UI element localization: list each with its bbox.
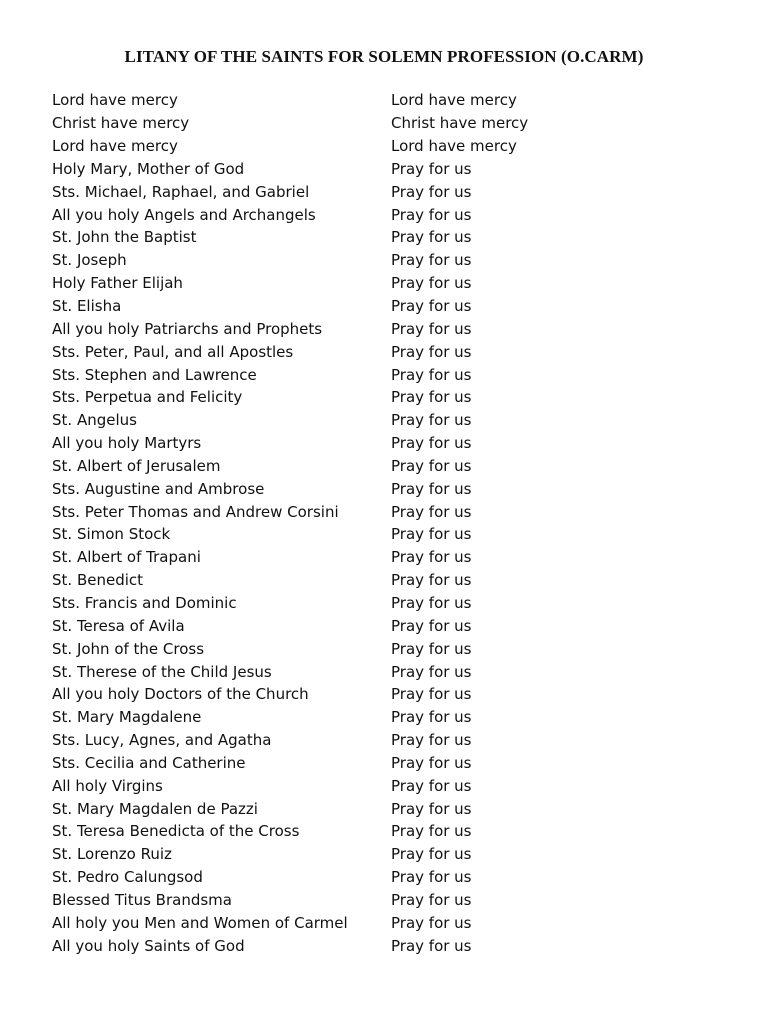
litany-row [52, 455, 752, 478]
litany-row [52, 729, 752, 752]
invocation-text: St. Mary Magdalene [52, 708, 202, 727]
response-text: Pray for us [391, 868, 472, 887]
response-text: Pray for us [391, 936, 472, 955]
invocation-text: St. Elisha [52, 297, 122, 316]
invocation-text: St. John the Baptist [52, 228, 197, 247]
litany-row [52, 797, 752, 820]
response-text: Pray for us [391, 342, 472, 361]
invocation-text: Christ have mercy [52, 114, 190, 133]
response-text: Pray for us [391, 434, 472, 453]
litany-row [52, 363, 752, 386]
litany-row [52, 866, 752, 889]
response-text: Pray for us [391, 571, 472, 590]
litany-row [52, 934, 752, 957]
invocation-text: Sts. Michael, Raphael, and Gabriel [52, 182, 310, 201]
invocation-text: Lord have mercy [52, 137, 178, 156]
response-text: Pray for us [391, 456, 472, 475]
response-text: Lord have mercy [391, 91, 517, 110]
response-text: Pray for us [391, 319, 472, 338]
invocation-text: St. Lorenzo Ruiz [52, 845, 172, 864]
litany-row [52, 135, 752, 158]
invocation-text: St. Albert of Jerusalem [52, 456, 221, 475]
invocation-text: St. Teresa Benedicta of the Cross [52, 822, 300, 841]
invocation-text: St. Simon Stock [52, 525, 171, 544]
response-text: Pray for us [391, 662, 472, 681]
litany-row [52, 820, 752, 843]
invocation-text: St. Therese of the Child Jesus [52, 662, 272, 681]
invocation-text: Sts. Stephen and Lawrence [52, 365, 257, 384]
litany-row [52, 660, 752, 683]
document-title: LITANY OF THE SAINTS FOR SOLEMN PROFESSION (O.CARM) [124, 47, 644, 66]
litany-row [52, 911, 752, 934]
litany-row [52, 706, 752, 729]
litany-row [52, 523, 752, 546]
invocation-text: Lord have mercy [52, 91, 178, 110]
invocation-text: St. Mary Magdalen de Pazzi [52, 799, 258, 818]
response-text: Pray for us [391, 593, 472, 612]
response-text: Pray for us [391, 479, 472, 498]
invocation-text: St. Teresa of Avila [52, 616, 185, 635]
litany-row [52, 340, 752, 363]
response-text: Pray for us [391, 297, 472, 316]
response-text: Pray for us [391, 685, 472, 704]
litany-row [52, 477, 752, 500]
invocation-text: Sts. Augustine and Ambrose [52, 479, 265, 498]
invocation-text: Holy Father Elijah [52, 274, 183, 293]
response-text: Pray for us [391, 388, 472, 407]
litany-row [52, 432, 752, 455]
litany-row [52, 614, 752, 637]
response-text: Pray for us [391, 822, 472, 841]
invocation-text: Sts. Peter Thomas and Andrew Corsini [52, 502, 339, 521]
response-text: Pray for us [391, 182, 472, 201]
invocation-text: St. Pedro Calungsod [52, 868, 203, 887]
litany-row [52, 158, 752, 181]
invocation-text: St. Joseph [52, 251, 127, 270]
invocation-text: Sts. Peter, Paul, and all Apostles [52, 342, 294, 361]
litany-row [52, 774, 752, 797]
response-text: Pray for us [391, 845, 472, 864]
invocation-text: Sts. Lucy, Agnes, and Agatha [52, 731, 272, 750]
invocation-text: St. John of the Cross [52, 639, 205, 658]
litany-row [52, 317, 752, 340]
invocation-text: St. Albert of Trapani [52, 548, 201, 567]
invocation-text: St. Benedict [52, 571, 144, 590]
response-text: Pray for us [391, 639, 472, 658]
litany-row [52, 569, 752, 592]
litany-row [52, 409, 752, 432]
litany-row [52, 843, 752, 866]
litany-row [52, 500, 752, 523]
response-text: Pray for us [391, 890, 472, 909]
invocation-text: Holy Mary, Mother of God [52, 159, 245, 178]
litany-row [52, 751, 752, 774]
litany-row [52, 546, 752, 569]
response-text: Pray for us [391, 159, 472, 178]
response-text: Pray for us [391, 616, 472, 635]
response-text: Pray for us [391, 731, 472, 750]
response-text: Pray for us [391, 228, 472, 247]
invocation-text: All holy Virgins [52, 776, 163, 795]
response-text: Pray for us [391, 753, 472, 772]
response-text: Pray for us [391, 799, 472, 818]
invocation-text: Sts. Perpetua and Felicity [52, 388, 243, 407]
invocation-text: All you holy Doctors of the Church [52, 685, 309, 704]
response-text: Pray for us [391, 548, 472, 567]
response-text: Lord have mercy [391, 137, 517, 156]
invocation-text: St. Angelus [52, 411, 137, 430]
litany-row [52, 272, 752, 295]
invocation-text: All you holy Martyrs [52, 434, 202, 453]
response-text: Pray for us [391, 525, 472, 544]
response-text: Pray for us [391, 274, 472, 293]
invocation-text: Sts. Cecilia and Catherine [52, 753, 246, 772]
invocation-text: All holy you Men and Women of Carmel [52, 913, 348, 932]
litany-row [52, 889, 752, 912]
response-text: Pray for us [391, 502, 472, 521]
litany-list [52, 89, 752, 957]
litany-row [52, 180, 752, 203]
litany-row [52, 89, 752, 112]
response-text: Pray for us [391, 708, 472, 727]
response-text: Pray for us [391, 365, 472, 384]
litany-row [52, 112, 752, 135]
response-text: Pray for us [391, 776, 472, 795]
litany-row [52, 637, 752, 660]
invocation-text: All you holy Patriarchs and Prophets [52, 319, 323, 338]
invocation-text: All you holy Angels and Archangels [52, 205, 316, 224]
litany-row [52, 295, 752, 318]
invocation-text: Sts. Francis and Dominic [52, 593, 237, 612]
invocation-text: All you holy Saints of God [52, 936, 245, 955]
response-text: Pray for us [391, 913, 472, 932]
response-text: Pray for us [391, 205, 472, 224]
litany-row [52, 592, 752, 615]
response-text: Pray for us [391, 251, 472, 270]
litany-row [52, 226, 752, 249]
litany-row [52, 249, 752, 272]
invocation-text: Blessed Titus Brandsma [52, 890, 232, 909]
litany-row [52, 683, 752, 706]
response-text: Pray for us [391, 411, 472, 430]
response-text: Christ have mercy [391, 114, 529, 133]
litany-row [52, 203, 752, 226]
litany-row [52, 386, 752, 409]
